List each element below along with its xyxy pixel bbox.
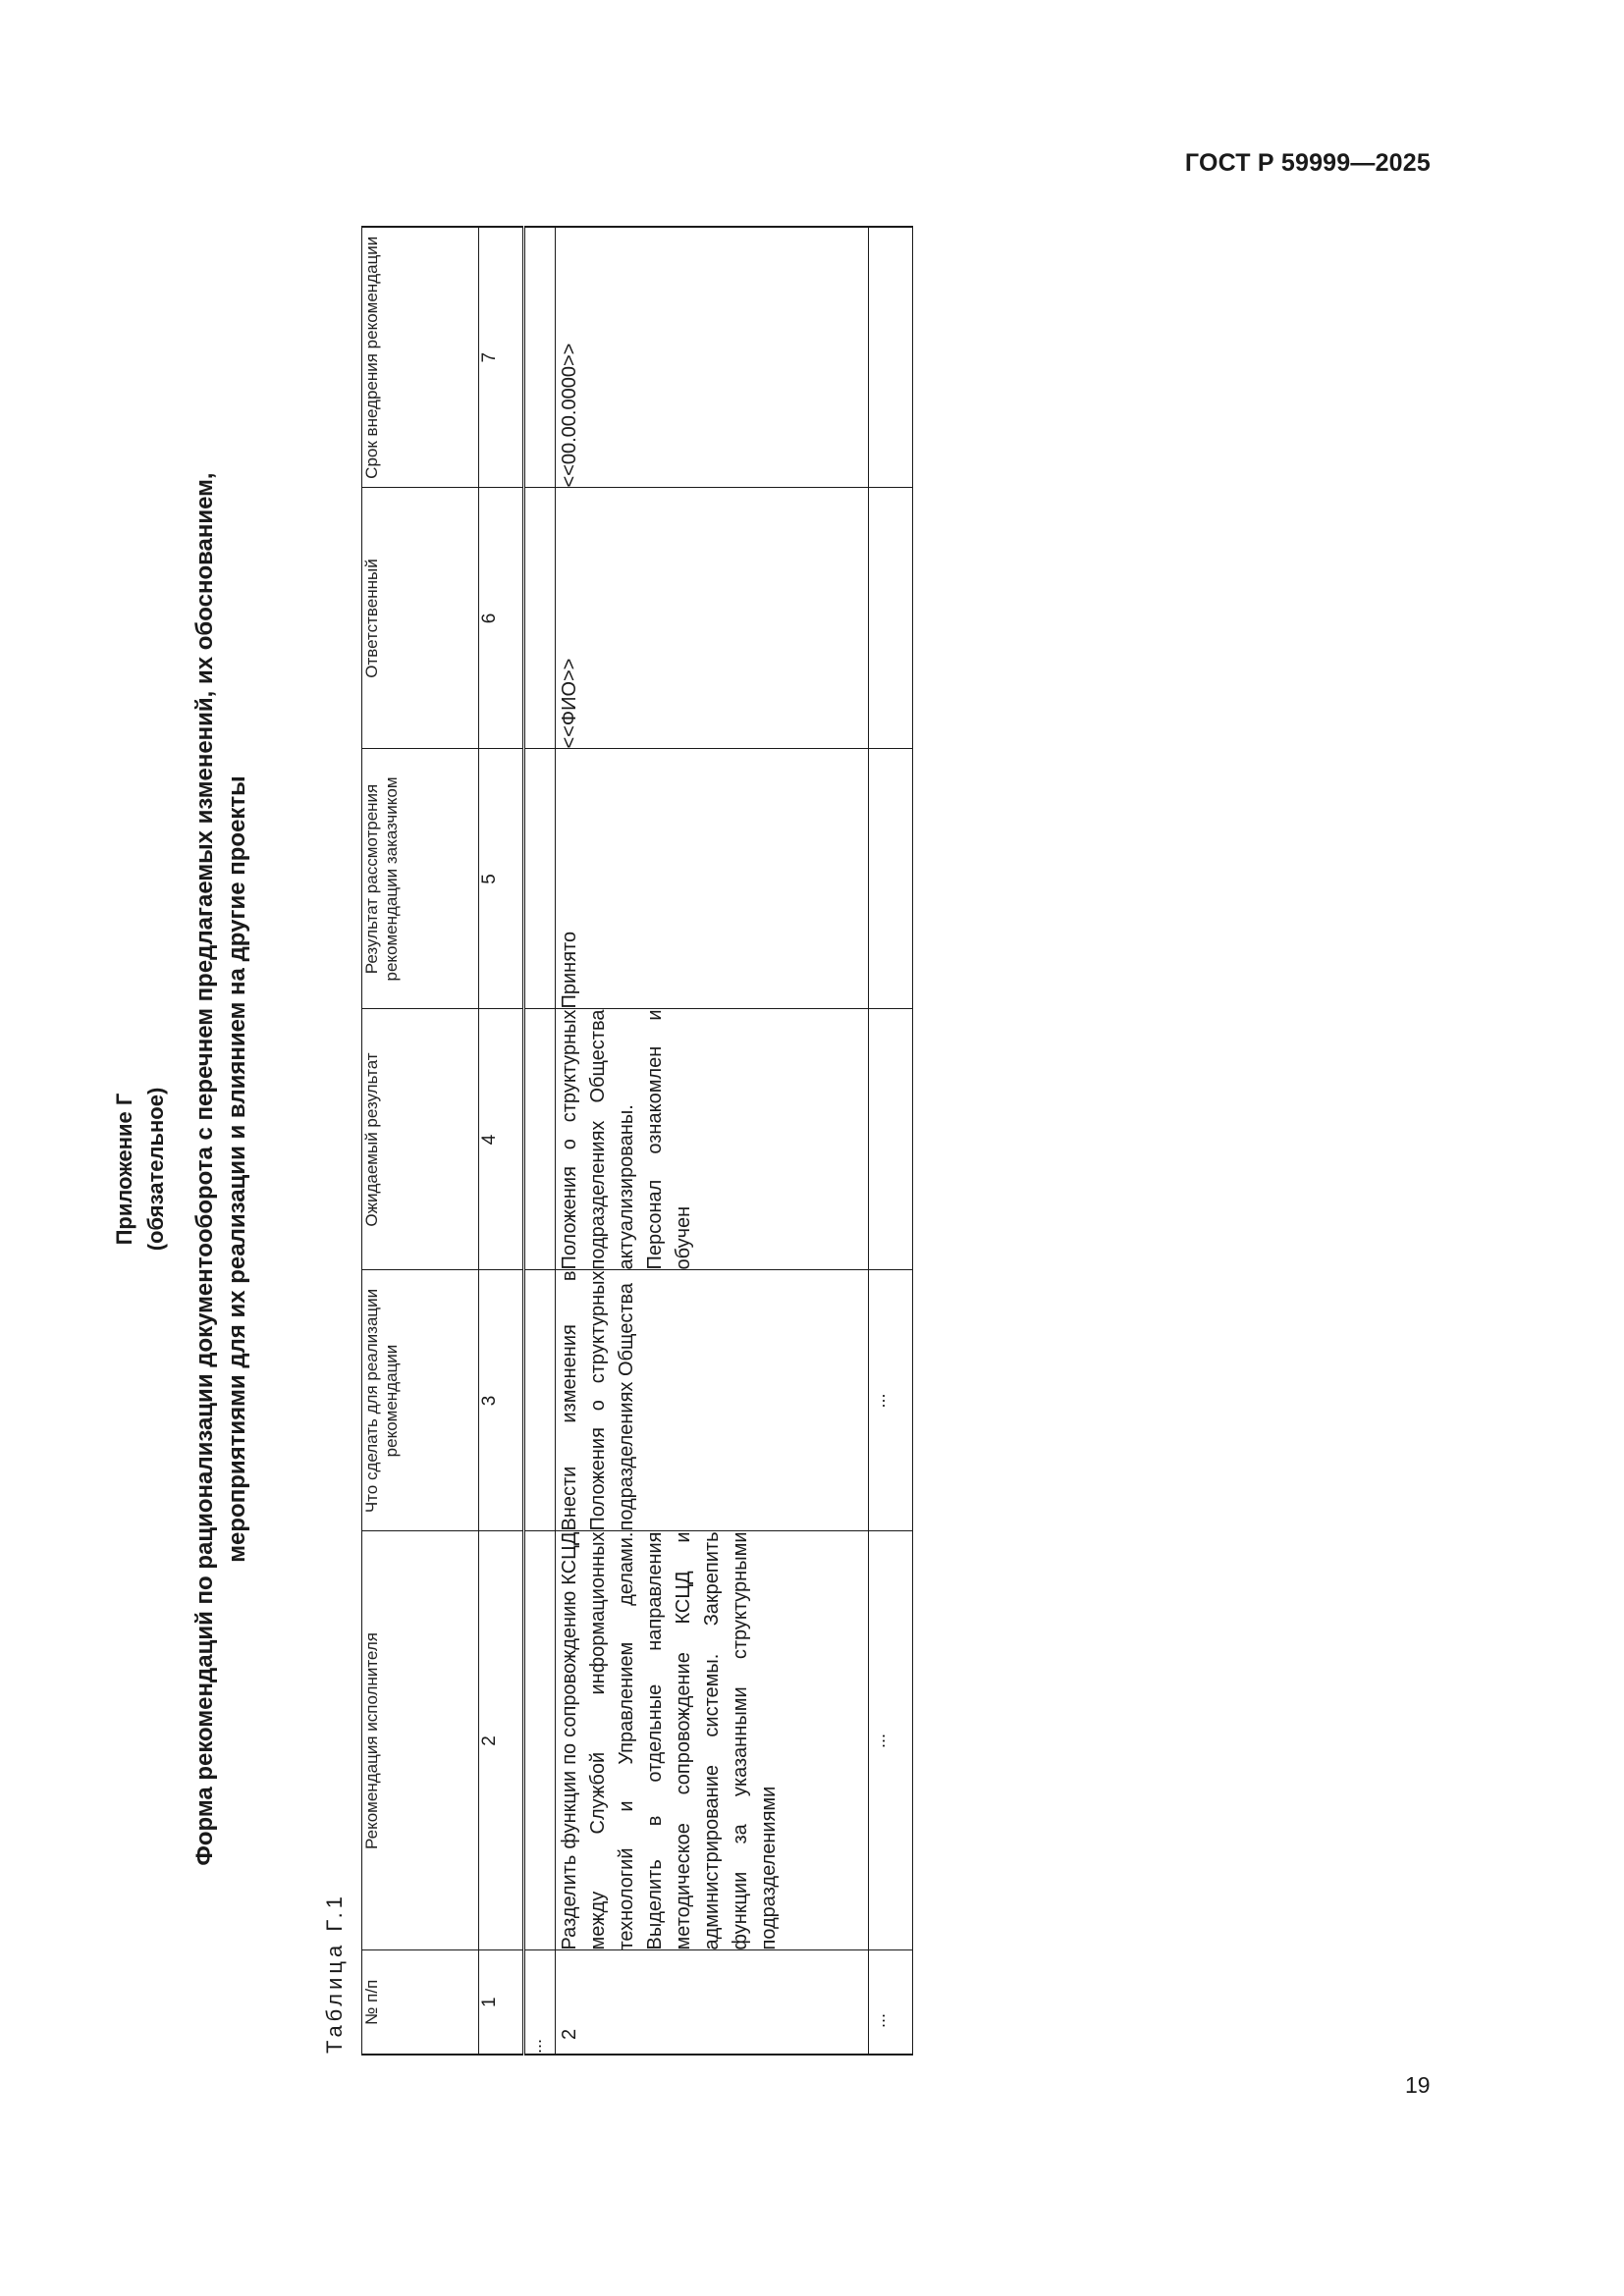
header-cell: Что сделать для реализации рекомендации	[362, 1270, 479, 1531]
appendix-note: (обязательное)	[143, 1087, 168, 1252]
row-number: 2	[556, 1950, 869, 2055]
header-cell: Срок внедрения рекомендации	[362, 227, 479, 488]
empty-cell	[524, 227, 556, 488]
column-number: 5	[479, 749, 524, 1009]
column-number: 4	[479, 1009, 524, 1270]
ellipsis-cell: ...	[524, 1950, 556, 2055]
appendix-title: Приложение Г	[112, 1093, 136, 1246]
responsible-cell: <<ФИО>>	[556, 488, 869, 749]
empty-cell	[524, 749, 556, 1009]
form-title	[189, 251, 253, 2087]
column-number: 2	[479, 1531, 524, 1950]
form-title-line-1: Форма рекомендаций по рационализации документооборота с перечнем предлагаемых изменений, их обоснованием,	[191, 472, 218, 1866]
action-cell: Внести изменения в Положения о структурных подразделениях Общества	[556, 1270, 869, 1531]
header-cell: Рекомендация исполнителя	[362, 1531, 479, 1950]
table-row	[556, 227, 869, 2055]
column-number: 7	[479, 227, 524, 488]
review-result-cell: Принято	[556, 749, 869, 1009]
ellipsis-row	[869, 227, 913, 2055]
header-cell: Ожидаемый результат	[362, 1009, 479, 1270]
empty-cell	[524, 1531, 556, 1950]
column-number: 6	[479, 488, 524, 749]
empty-cell	[869, 488, 913, 749]
ellipsis-cell: ...	[869, 1531, 913, 1950]
ellipsis-cell: ...	[869, 1950, 913, 2055]
deadline-cell: <<00.00.0000>>	[556, 227, 869, 488]
empty-cell	[869, 749, 913, 1009]
document-code: ГОСТ Р 59999—2025	[1184, 149, 1431, 177]
column-number: 1	[479, 1950, 524, 2055]
column-number-row	[479, 227, 524, 2055]
recommendation-cell: Разделить функции по сопровождению КСЦД между Службой информационных технологий и Управлением делами. Выделить в отдельные направления методическое сопровождение КСЦД и администрирование системы. Закрепить функции за указанными структурными подразделениями	[556, 1531, 869, 1950]
empty-cell	[869, 1009, 913, 1270]
table-header-row	[362, 227, 479, 2055]
page-number: 19	[1405, 2072, 1431, 2098]
recommendations-table	[361, 226, 913, 2056]
ellipsis-row	[524, 227, 556, 2055]
ellipsis-cell: ...	[869, 1270, 913, 1531]
empty-cell	[524, 1270, 556, 1531]
appendix-heading	[109, 251, 172, 2087]
header-cell: № п/п	[362, 1950, 479, 2055]
rotated-landscape-content	[29, 236, 889, 2087]
empty-cell	[869, 227, 913, 488]
column-number: 3	[479, 1270, 524, 1531]
expected-result-cell: Положения о структурных подразделениях Общества актуализированы. Персонал ознакомлен и обучен	[556, 1009, 869, 1270]
header-cell: Ответственный	[362, 488, 479, 749]
table-caption: Таблица Г.1	[322, 1893, 347, 2054]
empty-cell	[524, 488, 556, 749]
header-cell: Результат рассмотрения рекомендации заказчиком	[362, 749, 479, 1009]
empty-cell	[524, 1009, 556, 1270]
form-title-line-2: мероприятиями для их реализации и влиянием на другие проекты	[224, 775, 250, 1563]
